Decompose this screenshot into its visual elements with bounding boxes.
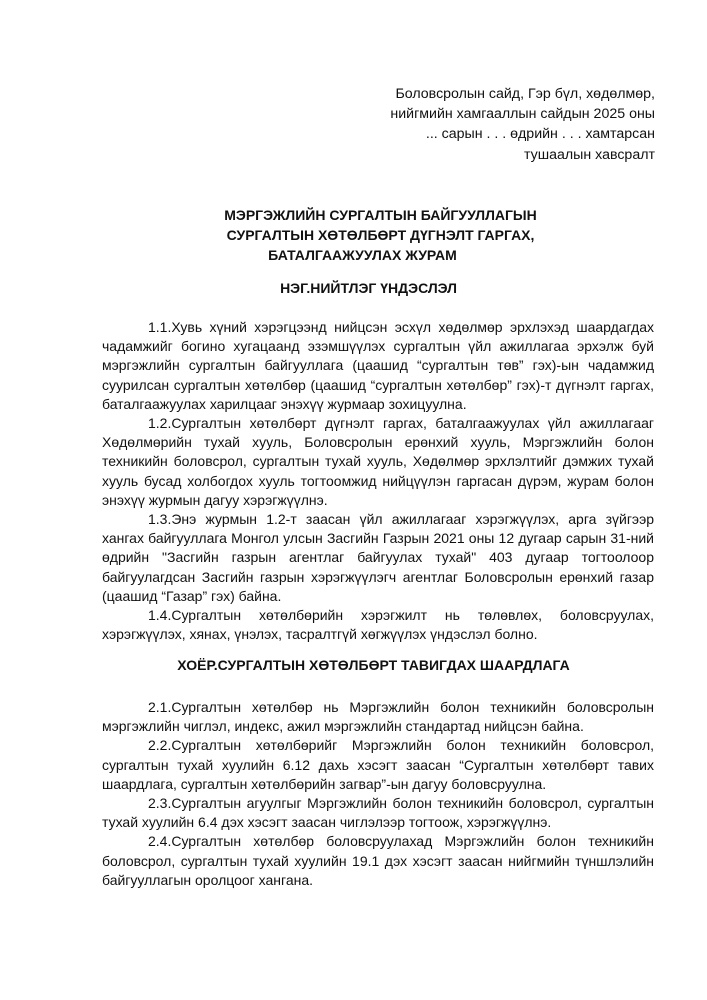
section-2-heading: ХОЁР.СУРГАЛТЫН ХӨТӨЛБӨРТ ТАВИГДАХ ШААРДЛАГА <box>177 657 570 673</box>
annex-note-line: нийгмийн хамгааллын сайдын 2025 оны <box>390 106 655 123</box>
annex-note-line: ... сарын . . . өдрийн . . . хамтарсан <box>425 126 655 143</box>
paragraph-2-3: 2.3.Сургалтын агуулгыг Мэргэжлийн болон техникийн боловсрол, сургалтын тухай хуулийн 6.4 дэх хэсэгт заасан чиглэлээр тогтоож, хэрэгжүүлнэ. <box>102 795 654 831</box>
paragraph-2-2: 2.2.Сургалтын хөтөлбөрийг Мэргэжлийн болон техникийн боловсрол, сургалтын тухай хуулийн 6.12 дахь хэсэгт заасан “Сургалтын хөтөлбөрт тавих шаардлага, сургалтын хөтөлбөрийн загвар”-ын дагуу боловсруулна. <box>102 737 654 792</box>
document-title <box>0 205 707 265</box>
annex-note-line: Боловсролын сайд, Гэр бүл, хөдөлмөр, <box>395 86 655 102</box>
section-1-body <box>102 318 654 644</box>
paragraph-1-4: 1.4.Сургалтын хөтөлбөрийн хэрэгжилт нь төлөвлөх, боловсруулах, хэрэгжүүлэх, хянах, үнэлэх, тасралтгүй хөгжүүлэх үндэслэл болно. <box>102 607 654 643</box>
paragraph-1-1: 1.1.Хувь хүний хэрэгцээнд нийцсэн эсхүл хөдөлмөр эрхлэхэд шаардагдах чадамжийг богино хугацаанд эзэмшүүлэх сургалтын үйл ажиллагаа эрхэлж буй мэргэжлийн сургалтын байгууллага (цаашид “сургалтын төв” гэх)-ын чадамжид суурилсан сургалтын хөтөлбөр (цаашид “сургалтын хөтөлбөр” гэх)-т дүгнэлт гаргах, баталгаажуулах харилцааг энэхүү журмаар зохицуулна. <box>102 319 654 412</box>
paragraph-1-3: 1.3.Энэ журмын 1.2-т заасан үйл ажиллагааг хэрэгжүүлэх, арга зүйгээр хангах байгууллага Монгол улсын Засгийн Газрын 2021 оны 12 дугаар сарын 31-ний өдрийн "Засгийн газрын агентлаг байгуулах тухай" 403 дугаар тогтоолоор байгуулагдсан Засгийн газрын хэрэгжүүлэгч агентлаг Боловсролын ерөнхий газар (цаашид “Газар” гэх) байна. <box>102 511 654 604</box>
title-line: БАТАЛГААЖУУЛАХ ЖУРАМ <box>268 247 457 263</box>
paragraph-2-1: 2.1.Сургалтын хөтөлбөр нь Мэргэжлийн болон техникийн боловсролын мэргэжлийн чиглэл, индекс, ажил мэргэжлийн стандартад нийцсэн байна. <box>102 699 654 735</box>
paragraph-2-4: 2.4.Сургалтын хөтөлбөр боловсруулахад Мэргэжлийн болон техникийн боловсрол, сургалтын тухай хуулийн 19.1 дэх хэсэгт заасан нийгмийн түншлэлийн байгууллагын оролцоог хангана. <box>102 833 654 888</box>
title-line: МЭРГЭЖЛИЙН СУРГАЛТЫН БАЙГУУЛЛАГЫН <box>224 207 537 223</box>
annex-note-line: тушаалын хавсралт <box>523 146 655 163</box>
section-2-body <box>102 698 654 890</box>
section-1-heading: НЭГ.НИЙТЛЭГ ҮНДЭСЛЭЛ <box>280 280 457 296</box>
paragraph-1-2: 1.2.Сургалтын хөтөлбөрт дүгнэлт гаргах, баталгаажуулах үйл ажиллагааг Хөдөлмөрийн тухай хууль, Боловсролын ерөнхий хууль, Мэргэжлийн болон техникийн боловсрол, сургалтын тухай хууль, Хөдөлмөр эрхлэлтийг дэмжих тухай хууль бусад холбогдох хууль тогтоомжид нийцүүлэн гаргасан дүрэм, журам болон энэхүү журмын дагуу хэрэгжүүлнэ. <box>102 415 654 508</box>
annex-note <box>390 84 655 165</box>
title-line: СУРГАЛТЫН ХӨТӨЛБӨРТ ДҮГНЭЛТ ГАРГАХ, <box>226 227 535 243</box>
